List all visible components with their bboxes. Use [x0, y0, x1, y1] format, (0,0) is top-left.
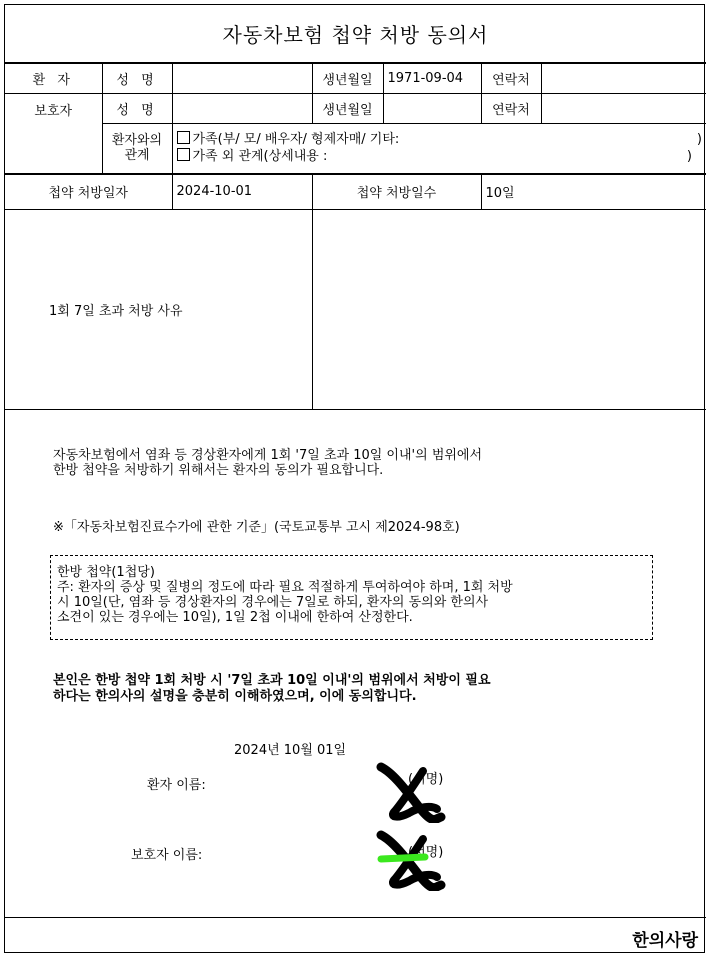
- patient-signature-scribble[interactable]: [375, 759, 447, 823]
- notice-line-1: 자동차보험에서 염좌 등 경상환자에게 1회 '7일 초과 10일 이내'의 범위에서: [53, 448, 483, 463]
- guardian-birth-field[interactable]: [383, 94, 481, 124]
- reason-row: [5, 210, 706, 410]
- relation-other-option[interactable]: [177, 148, 703, 165]
- reason-field[interactable]: [312, 210, 706, 410]
- document-title: 자동차보험 첩약 처방 동의서: [5, 5, 706, 63]
- consent-statement: [53, 673, 491, 705]
- regulation-reference: ※「자동차보험진료수가에 관한 기준」(국토교통부 고시 제2024-98호): [53, 520, 460, 535]
- patient-name-field[interactable]: [172, 64, 312, 94]
- other-checkbox[interactable]: [177, 148, 190, 161]
- patient-contact-label: 연락처: [481, 64, 541, 94]
- relation-family-option[interactable]: [177, 131, 703, 148]
- relation-options: [172, 124, 706, 174]
- prescription-days-field[interactable]: 10일: [481, 174, 706, 210]
- notice-line-2: 한방 첩약을 처방하기 위해서는 환자의 동의가 필요합니다.: [53, 463, 384, 478]
- consent-line-2: 하다는 한의사의 설명을 충분히 이해하였으며, 이에 동의합니다.: [53, 689, 417, 704]
- patient-birth-field[interactable]: 1971-09-04: [383, 64, 481, 94]
- consent-line-1: 본인은 한방 첩약 1회 처방 시 '7일 초과 10일 이내'의 범위에서 처방이 필요: [53, 673, 491, 688]
- guardian-name-label: 성 명: [102, 94, 172, 124]
- patient-name-label: 성 명: [102, 64, 172, 94]
- patient-birth-label: 생년월일: [312, 64, 383, 94]
- patient-label: 환 자: [5, 64, 102, 94]
- guardian-signature-scribble[interactable]: [375, 827, 453, 891]
- guardian-birth-label: 생년월일: [312, 94, 383, 124]
- rule-line-3: 시 10일(단, 염좌 등 경상환자의 경우에는 7일로 하되, 환자의 동의와 한의사: [57, 595, 489, 610]
- signing-date: 2024년 10월 01일: [234, 743, 347, 758]
- rule-line-4: 소견이 있는 경우에는 10일), 1일 2첩 이내에 한하여 산정한다.: [57, 610, 413, 625]
- consent-form: [4, 4, 705, 953]
- guardian-row: [5, 94, 706, 124]
- reason-label: 1회 7일 초과 처방 사유: [5, 210, 312, 410]
- other-option-label: 가족 외 관계(상세내용 :: [192, 149, 328, 165]
- prescription-date-label: 첩약 처방일자: [5, 174, 172, 210]
- guardian-seal-text: (서명): [408, 845, 444, 860]
- relation-label: [102, 124, 172, 174]
- rule-box: [50, 555, 653, 640]
- family-checkbox[interactable]: [177, 131, 190, 144]
- rule-line-2: 주: 환자의 증상 및 질병의 정도에 따라 필요 적절하게 투여하여야 하며, 1회 처방: [57, 580, 513, 595]
- prescription-date-field[interactable]: 2024-10-01: [172, 174, 312, 210]
- family-option-label: 가족(부/ 모/ 배우자/ 형제자매/ 기타:: [192, 132, 400, 148]
- guardian-signature-label: 보호자 이름:: [131, 848, 203, 863]
- patient-signature-label: 환자 이름:: [147, 778, 206, 793]
- rule-line-1: 한방 첩약(1첩당): [57, 565, 155, 580]
- info-table: [5, 63, 706, 410]
- relation-label-line1: 환자와의: [111, 133, 163, 149]
- guardian-contact-field[interactable]: [541, 94, 706, 124]
- prescription-days-label: 첩약 처방일수: [312, 174, 481, 210]
- family-close-paren: ): [696, 132, 702, 148]
- patient-seal-text: (서명): [408, 772, 444, 787]
- patient-contact-field[interactable]: [541, 64, 706, 94]
- relation-row: [5, 124, 706, 174]
- prescription-row: [5, 174, 706, 210]
- other-close-paren: ): [686, 149, 692, 165]
- relation-label-line2: 관계: [124, 148, 150, 164]
- footer-brand: 한의사랑: [5, 917, 706, 953]
- patient-row: [5, 64, 706, 94]
- guardian-label: 보호자: [5, 94, 102, 174]
- guardian-name-field[interactable]: [172, 94, 312, 124]
- notice-text: [53, 448, 482, 478]
- guardian-contact-label: 연락처: [481, 94, 541, 124]
